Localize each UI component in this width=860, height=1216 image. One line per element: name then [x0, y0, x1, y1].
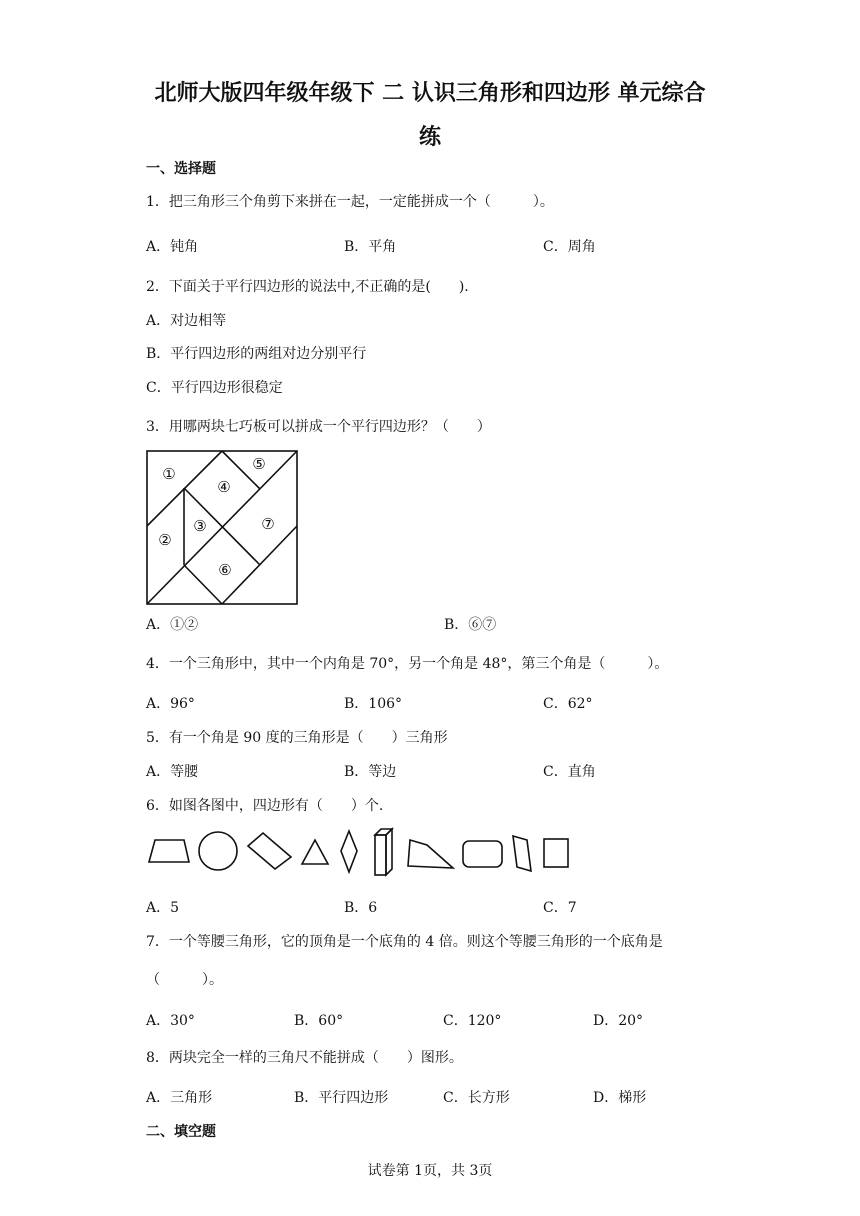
question-2: 2．下面关于平行四边形的说法中,不正确的是( ).: [146, 279, 469, 295]
q3-option-b: B．⑥⑦: [444, 617, 497, 633]
q1-option-a: A．钝角: [146, 239, 199, 255]
tangram-label-5: ⑤: [252, 455, 266, 473]
question-4: 4．一个三角形中，其中一个内角是 70°，另一个角是 48°，第三个角是（ ）。: [146, 656, 669, 672]
cuboid-shape: [375, 829, 392, 875]
q7-option-a: A．30°: [146, 1013, 195, 1029]
q4-option-b: B．106°: [344, 696, 403, 712]
q5-option-b: B．等边: [344, 764, 397, 780]
q6-option-a: A．5: [146, 900, 180, 916]
question-5: 5．有一个角是 90 度的三角形是（ ）三角形: [146, 730, 448, 746]
q5-option-a: A．等腰: [146, 764, 199, 780]
q7-option-c: C．120°: [443, 1013, 502, 1029]
question-8: 8．两块完全一样的三角尺不能拼成（ ）图形。: [146, 1050, 463, 1066]
tangram-label-1: ①: [162, 465, 176, 483]
section-heading-choice: 一、选择题: [146, 161, 216, 177]
q2-option-b: B．平行四边形的两组对边分别平行: [146, 346, 367, 362]
q8-option-b: B．平行四边形: [294, 1090, 389, 1106]
q1-option-b: B．平角: [344, 239, 397, 255]
tangram-label-7: ⑦: [261, 515, 275, 533]
q8-option-c: C．长方形: [443, 1090, 510, 1106]
q6-option-b: B．6: [344, 900, 378, 916]
shapes-figure: [146, 826, 576, 878]
tilted-rectangle-shape: [248, 833, 291, 869]
rounded-rectangle-shape: [463, 841, 502, 867]
triangle-shape: [302, 840, 328, 864]
tangram-label-6: ⑥: [218, 561, 232, 579]
q7-option-d: D．20°: [593, 1013, 644, 1029]
q4-option-c: C．62°: [543, 696, 593, 712]
q3-option-a: A．①②: [146, 617, 199, 633]
question-7-line-1: 7．一个等腰三角形，它的顶角是一个底角的 4 倍。则这个等腰三角形的一个底角是: [146, 934, 663, 950]
question-7-line-2: （ ）。: [146, 972, 223, 988]
q5-option-c: C．直角: [543, 764, 596, 780]
q1-option-c: C．周角: [543, 239, 596, 255]
q6-option-c: C．7: [543, 900, 577, 916]
parallelogram-shape: [513, 836, 531, 871]
question-6: 6．如图各图中，四边形有（ ）个.: [146, 798, 384, 814]
q4-option-a: A．96°: [146, 696, 195, 712]
tangram-figure: [146, 450, 298, 606]
q8-option-d: D．梯形: [593, 1090, 647, 1106]
q8-option-a: A．三角形: [146, 1090, 213, 1106]
rhombus-shape: [341, 831, 357, 872]
q2-option-c: C．平行四边形很稳定: [146, 380, 283, 396]
page-footer: 试卷第 1页，共 3页: [367, 1163, 493, 1179]
trapezoid-shape: [149, 840, 189, 862]
page-title-line-2: 练: [418, 125, 441, 150]
q7-option-b: B．60°: [294, 1013, 344, 1029]
q2-option-a: A．对边相等: [146, 313, 227, 329]
question-1: 1．把三角形三个角剪下来拼在一起，一定能拼成一个（ ）。: [146, 194, 554, 210]
circle-shape: [199, 832, 237, 870]
page-title-line-1: 北师大版四年级年级下 二 认识三角形和四边形 单元综合: [154, 81, 706, 106]
irregular-quadrilateral-shape: [408, 840, 453, 868]
question-3: 3．用哪两块七巧板可以拼成一个平行四边形？（ ）: [146, 419, 491, 435]
tangram-label-3: ③: [193, 517, 207, 535]
square-shape: [544, 839, 568, 867]
tangram-label-4: ④: [217, 478, 231, 496]
tangram-label-2: ②: [158, 531, 172, 549]
section-heading-fill: 二、填空题: [146, 1124, 216, 1140]
